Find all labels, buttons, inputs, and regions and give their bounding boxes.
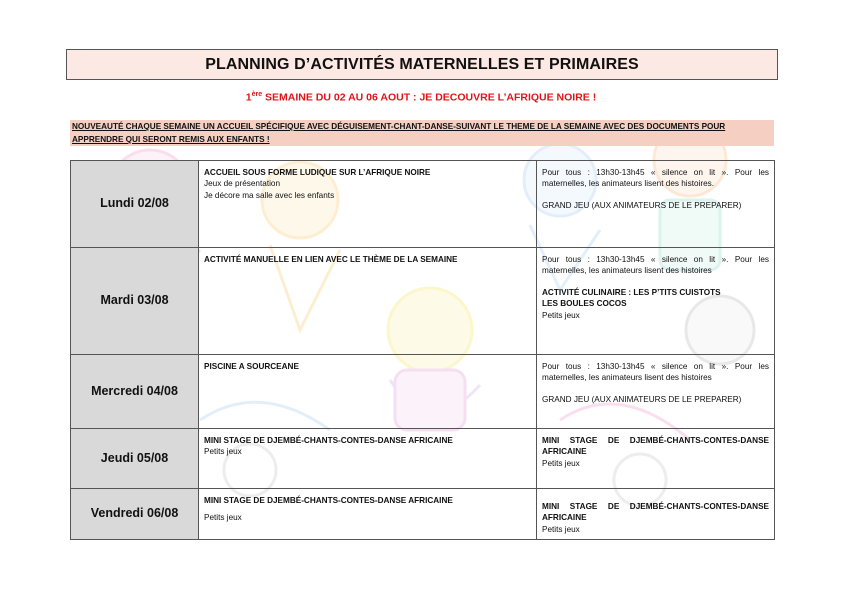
table-row-mardi xyxy=(71,248,775,355)
morning-line: Petits jeux xyxy=(204,513,242,523)
day-label: Lundi 02/08 xyxy=(71,161,199,248)
afternoon-cell xyxy=(537,489,775,540)
morning-title: MINI STAGE DE DJEMBÉ-CHANTS-CONTES-DANSE AFRICAINE xyxy=(204,496,453,505)
afternoon-extra: Petits jeux xyxy=(542,524,580,534)
week-subtitle xyxy=(66,91,776,104)
day-label: Vendredi 06/08 xyxy=(71,489,199,540)
subtitle-rest: SEMAINE DU 02 AU 06 AOUT : JE DECOUVRE L’AFRIQUE NOIRE ! xyxy=(262,91,597,104)
morning-cell xyxy=(199,161,537,248)
table-row-vendredi xyxy=(71,489,775,540)
afternoon-title: MINI STAGE DE DJEMBÉ-CHANTS-CONTES-DANSE AFRICAINE xyxy=(542,436,769,457)
morning-title: ACCUEIL SOUS FORME LUDIQUE SUR L’AFRIQUE NOIRE xyxy=(204,168,431,177)
table-row-mercredi xyxy=(71,355,775,429)
page-title: PLANNING D’ACTIVITÉS MATERNELLES ET PRIMAIRES xyxy=(66,49,778,80)
afternoon-rest-text: Pour tous : 13h30-13h45 « silence on lit ». Pour les maternelles, les animateurs lisent des histoires. xyxy=(542,168,769,189)
afternoon-cell xyxy=(537,161,775,248)
planning-table xyxy=(70,160,775,540)
morning-title: PISCINE A SOURCEANE xyxy=(204,362,299,371)
day-label: Mercredi 04/08 xyxy=(71,355,199,429)
morning-title: MINI STAGE DE DJEMBÉ-CHANTS-CONTES-DANSE AFRICAINE xyxy=(204,436,453,445)
afternoon-title: MINI STAGE DE DJEMBÉ-CHANTS-CONTES-DANSE AFRICAINE xyxy=(542,502,769,523)
afternoon-extra: Petits jeux xyxy=(542,458,580,468)
afternoon-cell xyxy=(537,355,775,429)
morning-cell xyxy=(199,429,537,489)
afternoon-activity: LES BOULES COCOS xyxy=(542,299,627,309)
afternoon-cell xyxy=(537,248,775,355)
morning-line: Jeux de présentation xyxy=(204,179,281,189)
weekly-notice: NOUVEAUTÉ CHAQUE SEMAINE UN ACCUEIL SPÉCIFIQUE AVEC DÉGUISEMENT-CHANT-DANSE-SUIVANT LE THEME DE LA SEMAINE AVEC DES DOCUMENTS POUR APPRENDRE QUI SERONT REMIS AUX ENFANTS ! xyxy=(70,120,774,146)
table-row-lundi xyxy=(71,161,775,248)
afternoon-extra: GRAND JEU (AUX ANIMATEURS DE LE PREPARER) xyxy=(542,200,742,210)
day-label: Mardi 03/08 xyxy=(71,248,199,355)
morning-line: Petits jeux xyxy=(204,447,242,457)
afternoon-extra: GRAND JEU (AUX ANIMATEURS DE LE PREPARER) xyxy=(542,394,742,404)
morning-title: ACTIVITÉ MANUELLE EN LIEN AVEC LE THÈME DE LA SEMAINE xyxy=(204,255,458,264)
afternoon-extra: Petits jeux xyxy=(542,310,580,320)
subtitle-superscript: ère xyxy=(251,91,263,98)
subtitle-prefix: 1 xyxy=(245,91,252,104)
morning-line: Je décore ma salle avec les enfants xyxy=(204,190,335,200)
afternoon-rest-text: Pour tous : 13h30-13h45 « silence on lit ». Pour les maternelles, les animateurs lisent des histoires xyxy=(542,362,769,383)
afternoon-activity: ACTIVITÉ CULINAIRE : LES P’TITS CUISTOTS xyxy=(542,287,721,297)
morning-cell xyxy=(199,355,537,429)
morning-cell xyxy=(199,489,537,540)
day-label: Jeudi 05/08 xyxy=(71,429,199,489)
morning-cell xyxy=(199,248,537,355)
table-row-jeudi xyxy=(71,429,775,489)
afternoon-cell xyxy=(537,429,775,489)
afternoon-rest-text: Pour tous : 13h30-13h45 « silence on lit ». Pour les maternelles, les animateurs lisent des histoires xyxy=(542,255,769,276)
